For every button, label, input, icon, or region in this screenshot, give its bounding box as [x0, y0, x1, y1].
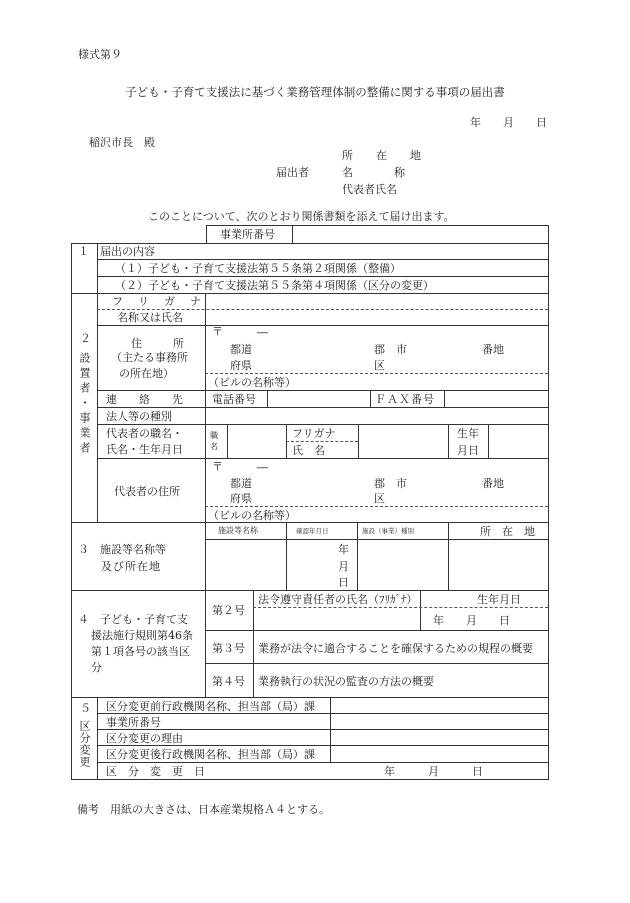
sec1-option-1[interactable]: （１）子ども・子育て支援法第５５条第２項関係（整備） — [115, 262, 401, 275]
col-address: 所 在 地 — [480, 525, 535, 538]
rep-city-b: 区 — [374, 492, 385, 505]
compliance-officer-label: 法令遵守責任者の氏名（ﾌﾘｶﾞﾅ） — [258, 593, 418, 606]
col-facility-name: 施設等名称 — [218, 526, 258, 535]
position-a: 職 — [210, 431, 218, 440]
item-3-desc: 業務が法令に適合することを確保するための規程の概要 — [258, 642, 533, 655]
furigana-label: フ リ ガ ナ — [112, 295, 203, 308]
address-sub1: （主たる事務所 — [111, 351, 188, 364]
rep-title-label-1: 代表者の職名・ — [106, 427, 183, 440]
sec3-label-1: ３ 施設等名称等 — [78, 543, 166, 556]
birthdate-label: 生年月日 — [477, 593, 521, 606]
sec2-side-label: 設置者・事業者 — [78, 352, 91, 457]
form-number: 様式第９ — [78, 48, 122, 61]
city-a: 郡 市 — [374, 343, 407, 356]
address-label: 所 在 地 — [342, 149, 427, 162]
document-title: 子ども・子育て支援法に基づく業務管理体制の整備に関する事項の届出書 — [125, 85, 505, 99]
sec4-line-1: ４ 子ども・子育て支 — [78, 613, 188, 626]
address-main-label: 住 所 — [131, 337, 187, 350]
furigana-2: フリガナ — [292, 427, 336, 440]
rep-title-label-2: 氏名・生年月日 — [106, 443, 183, 456]
item-3: 第３号 — [212, 642, 245, 655]
rep-address-label: 代表者の住所 — [114, 485, 180, 498]
sec5-row-4: 区分変更後行政機関名称、担当部（局）課 — [106, 748, 315, 761]
corp-type-label: 法人等の種別 — [106, 410, 172, 423]
col-facility-type: 施設（事業）種別 — [362, 527, 414, 535]
position-b: 名 — [210, 442, 218, 451]
rep-building-label: （ビルの名称等） — [208, 509, 296, 522]
birthdate-ymd: 年 月 日 — [433, 614, 510, 627]
name-label: 名 称 — [342, 166, 407, 179]
col-confirm-date: 確認年月日 — [296, 527, 329, 535]
pref-a: 都道 — [230, 343, 252, 356]
sec4-line-3: 第１項各号の該当区 — [91, 645, 190, 658]
fax-label: ＦＡＸ番号 — [375, 393, 435, 406]
sec5-change-date: 年 月 日 — [384, 765, 483, 778]
day: 日 — [338, 576, 349, 589]
item-2: 第２号 — [212, 604, 245, 617]
sec4-line-4: 分 — [91, 661, 102, 674]
sec5-row-3: 区分変更の理由 — [106, 732, 183, 745]
office-number-label: 事業所番号 — [220, 228, 275, 241]
postal-mark: 〒 — [212, 325, 223, 338]
banchi: 番地 — [482, 343, 504, 356]
rep-banchi: 番地 — [482, 477, 504, 490]
name-2: 氏 名 — [292, 444, 325, 457]
rep-pref-a: 都道 — [230, 477, 252, 490]
rep-city-a: 郡 市 — [374, 477, 407, 490]
birth-b: 月日 — [457, 444, 479, 457]
month: 月 — [338, 560, 349, 573]
item-4-desc: 業務執行の状況の監査の方法の概要 — [258, 675, 434, 688]
rep-pref-b: 府県 — [230, 492, 252, 505]
sec4-line-2: 援法施行規則第46条 — [91, 629, 193, 642]
sec5-row-1: 区分変更前行政機関名称、担当部（局）課 — [106, 700, 315, 713]
rep-postal-dash: ― — [257, 461, 268, 474]
sec5-row-5: 区 分 変 更 日 — [106, 765, 205, 778]
sec3-label-2: 及び所在地 — [101, 560, 161, 573]
sec2-number: ２ — [80, 332, 91, 345]
recipient: 稲沢市長 殿 — [89, 136, 155, 149]
address-sub2: の所在地） — [119, 367, 174, 380]
birth-a: 生年 — [457, 427, 479, 440]
intro-text: このことについて、次のとおり関係書類を添えて届け出ます。 — [148, 210, 455, 223]
date-field: 年 月 日 — [470, 116, 547, 129]
sec5-side-label: 区分変更 — [78, 720, 91, 768]
building-label: （ビルの名称等） — [208, 376, 296, 389]
sec5-number: ５ — [80, 702, 91, 715]
notifier-label: 届出者 — [276, 166, 309, 179]
item-4: 第４号 — [212, 675, 245, 688]
year: 年 — [338, 543, 349, 556]
name-or-fullname-label: 名称又は氏名 — [117, 311, 183, 324]
phone-label: 電話番号 — [212, 393, 256, 406]
city-b: 区 — [374, 359, 385, 372]
contact-label: 連 絡 先 — [106, 393, 183, 406]
rep-postal-mark: 〒 — [212, 460, 223, 473]
postal-dash: ― — [257, 326, 268, 339]
representative-label: 代表者氏名 — [342, 183, 397, 196]
sec5-row-2: 事業所番号 — [106, 716, 161, 729]
remarks: 備考 用紙の大きさは、日本産業規格Ａ４とする。 — [77, 803, 330, 816]
sec1-option-2[interactable]: （２）子ども・子育て支援法第５５条第４項関係（区分の変更） — [115, 279, 434, 292]
pref-b: 府県 — [230, 359, 252, 372]
sec1-label: １ 届出の内容 — [78, 245, 155, 258]
